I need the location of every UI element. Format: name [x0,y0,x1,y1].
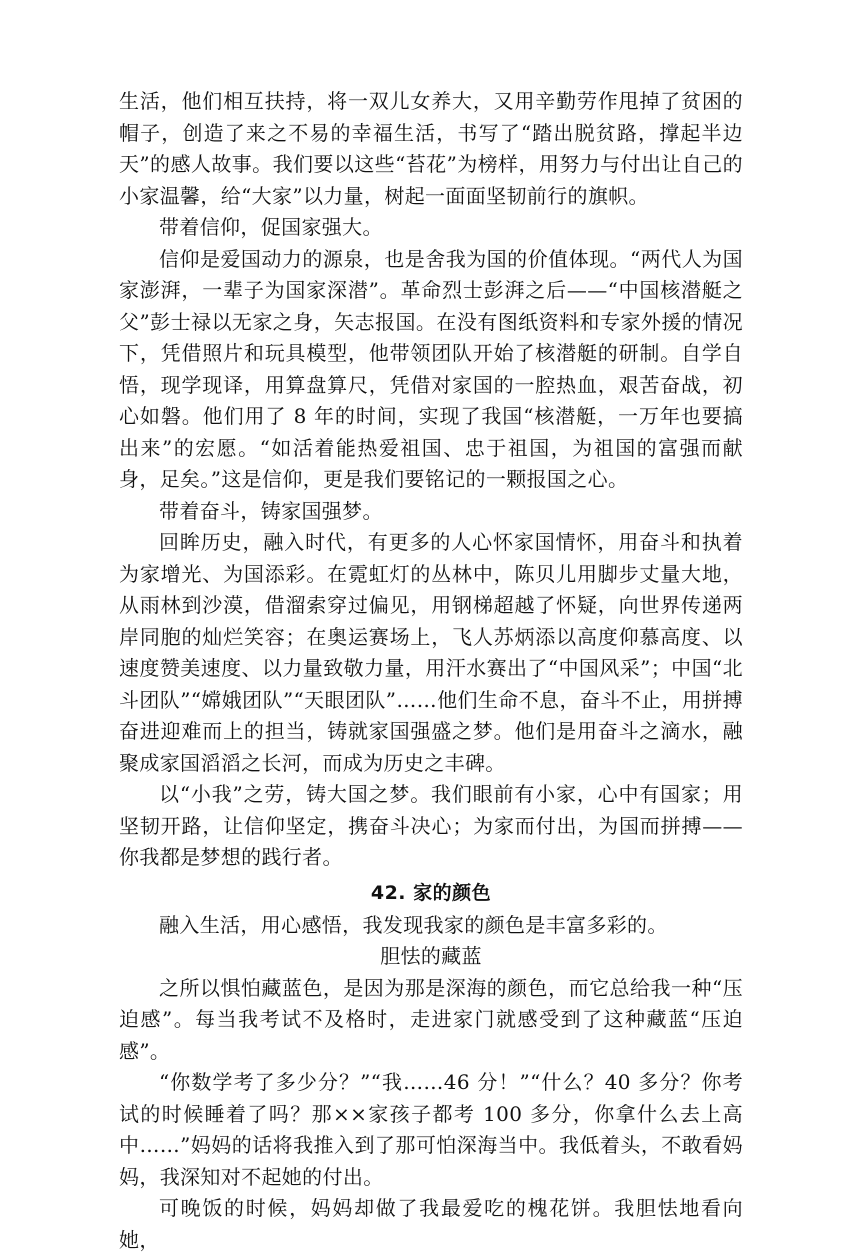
paragraph: 回眸历史，融入时代，有更多的人心怀家国情怀，用奋斗和执着为家增光、为国添彩。在霓虹灯的丛林中，陈贝儿用脚步丈量大地，从雨林到沙漠，借溜索穿过偏见，用钢梯超越了怀疑，向世界传递两岸同胞的灿烂笑容；在奥运赛场上，飞人苏炳添以高度仰慕高度、以速度赞美速度、以力量致敬力量，用汗水赛出了“中国风采”；中国“北斗团队”“嫦娥团队”“天眼团队”……他们生命不息，奋斗不止，用拼搏奋进迎难而上的担当，铸就家国强盛之梦。他们是用奋斗之滴水，融聚成家国滔滔之长河，而成为历史之丰碑。 [119,530,743,775]
paragraph: 可晚饭的时候，妈妈却做了我最爱吃的槐花饼。我胆怯地看向她， [119,1196,743,1252]
paragraph: 生活，他们相互扶持，将一双儿女养大，又用辛勤劳作甩掉了贫困的帽子，创造了来之不易的幸福生活，书写了“踏出脱贫路，撑起半边天”的感人故事。我们要以这些“苔花”为榜样，用努力与付出让自己的小家温馨，给“大家”以力量，树起一面面坚韧前行的旗帜。 [119,89,743,208]
paragraph: 带着信仰，促国家强大。 [159,215,383,239]
section-heading: 42. 家的颜色 [370,881,492,904]
paragraph: 以“小我”之劳，铸大国之梦。我们眼前有小家，心中有国家；用坚韧开路，让信仰坚定，携奋斗决心；为家而付出，为国而拼搏——你我都是梦想的践行者。 [119,782,743,869]
paragraph: 之所以惧怕藏蓝色，是因为那是深海的颜色，而它总给我一种“压迫感”。每当我考试不及格时，走进家门就感受到了这种藏蓝“压迫感”。 [119,975,743,1063]
paragraph: 信仰是爱国动力的源泉，也是舍我为国的价值体现。“两代人为国家澎湃，一辈子为国家深潜”。革命烈士彭湃之后——“中国核潜艇之父”彭士禄以无家之身，矢志报国。在没有图纸资料和专家外援的情况下，凭借照片和玩具模型，他带领团队开始了核潜艇的研制。自学自悟，现学现译，用算盘算尺，凭借对家国的一腔热血，艰苦奋战，初心如磐。他们用了 8 年的时间，实现了我国“核潜艇，一万年也要搞出来”的宏愿。“如活着能热爱祖国、忠于祖国，为祖国的富强而献身，足矣。”这是信仰，更是我们要铭记的一颗报国之心。 [119,246,743,491]
paragraph: “你数学考了多少分？”“我……46 分！”“什么？40 多分？你考试的时候睡着了吗？那××家孩子都考 100 多分，你拿什么去上高中……”妈妈的话将我推入到了那可怕深海当中。我低着头，不敢看妈妈，我深知对不起她的付出。 [119,1070,743,1189]
paragraph: 带着奋斗，铸家国强梦。 [159,498,383,523]
intro-paragraph: 融入生活，用心感悟，我发现我家的颜色是丰富多彩的。 [159,912,668,937]
subsection-title: 胆怯的藏蓝 [380,944,482,968]
document-body [119,86,743,1256]
